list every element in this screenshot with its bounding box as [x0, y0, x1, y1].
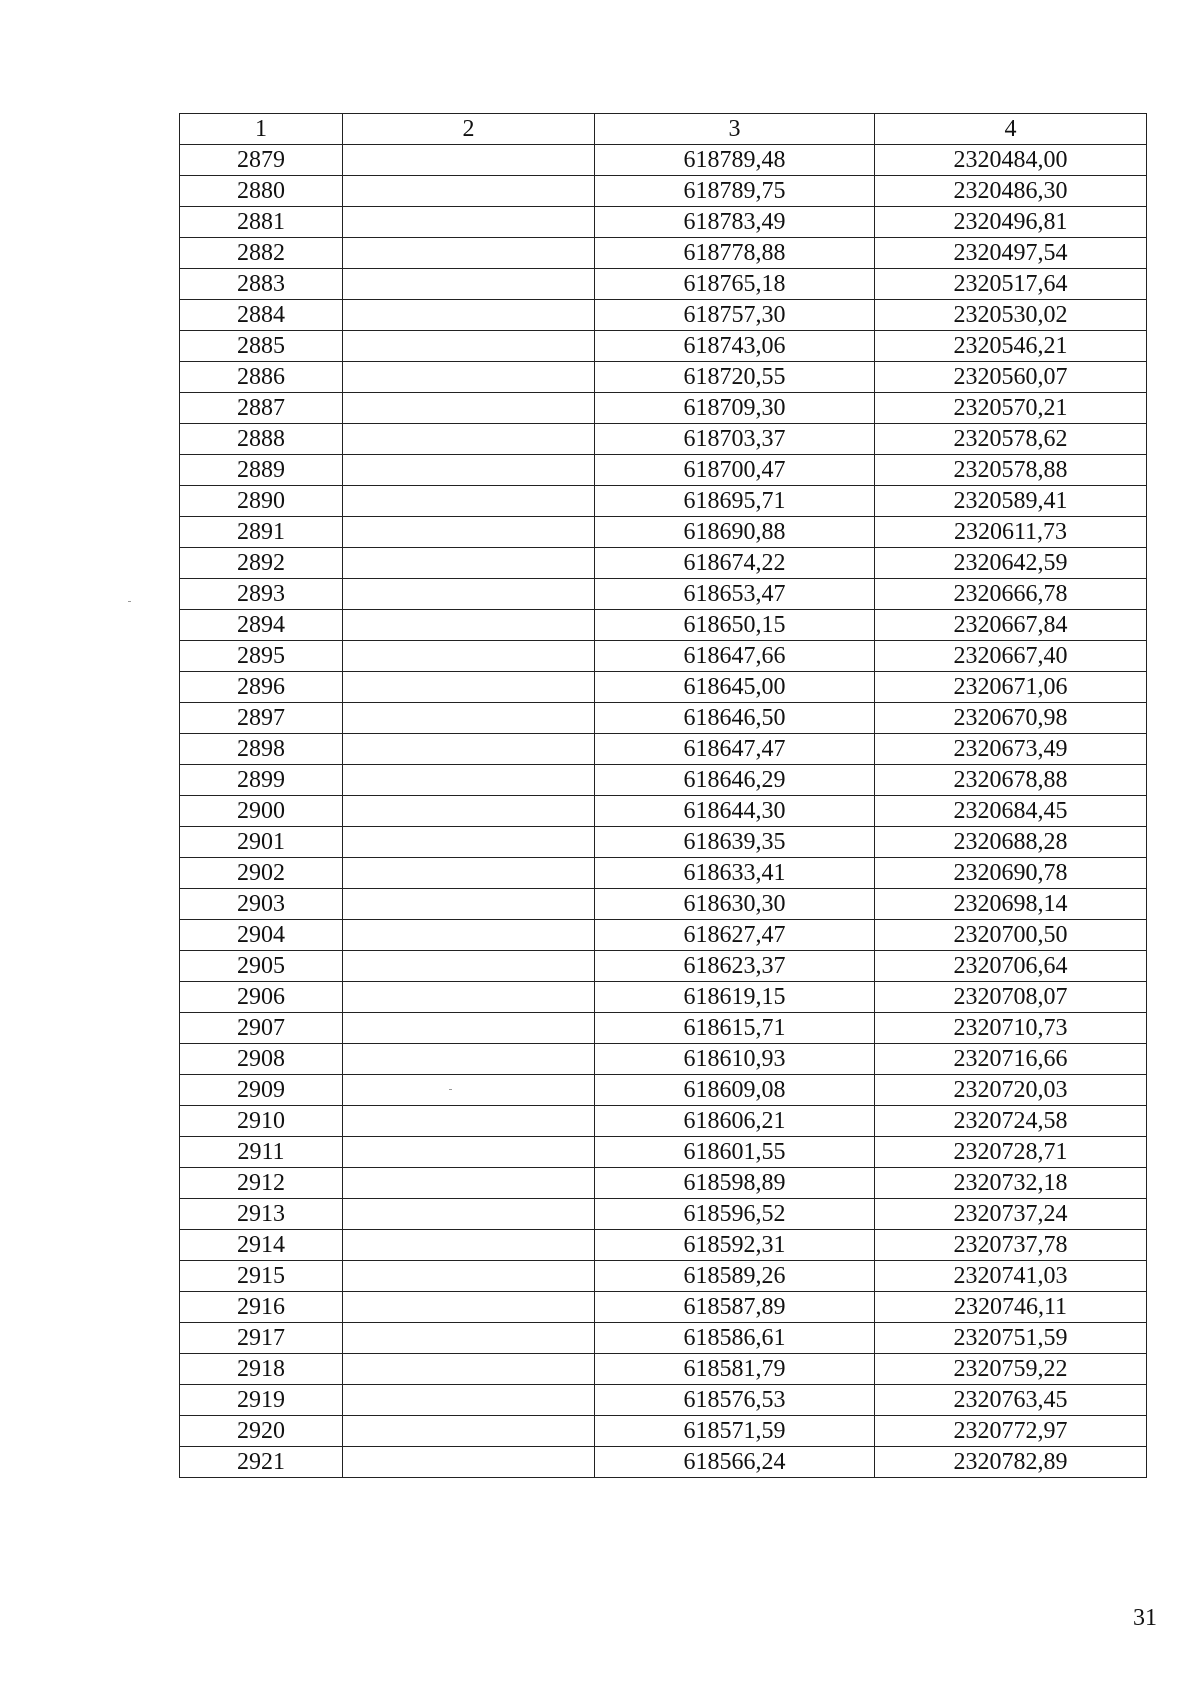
table-row — [180, 1385, 1147, 1416]
x-coordinate-cell: 618703,37 — [595, 424, 875, 455]
table-body — [180, 145, 1147, 1478]
table-row — [180, 393, 1147, 424]
table-row — [180, 362, 1147, 393]
column-header: 4 — [875, 114, 1147, 145]
description-cell — [343, 1013, 595, 1044]
y-coordinate-cell: 2320708,07 — [875, 982, 1147, 1013]
y-coordinate-cell: 2320688,28 — [875, 827, 1147, 858]
description-cell — [343, 579, 595, 610]
table-row — [180, 1354, 1147, 1385]
x-coordinate-cell: 618783,49 — [595, 207, 875, 238]
description-cell — [343, 145, 595, 176]
table-row — [180, 889, 1147, 920]
x-coordinate-cell: 618644,30 — [595, 796, 875, 827]
point-number-cell: 2886 — [180, 362, 343, 393]
x-coordinate-cell: 618589,26 — [595, 1261, 875, 1292]
y-coordinate-cell: 2320759,22 — [875, 1354, 1147, 1385]
x-coordinate-cell: 618778,88 — [595, 238, 875, 269]
description-cell — [343, 331, 595, 362]
y-coordinate-cell: 2320746,11 — [875, 1292, 1147, 1323]
x-coordinate-cell: 618623,37 — [595, 951, 875, 982]
x-coordinate-cell: 618646,29 — [595, 765, 875, 796]
point-number-cell: 2915 — [180, 1261, 343, 1292]
point-number-cell: 2920 — [180, 1416, 343, 1447]
point-number-cell: 2905 — [180, 951, 343, 982]
y-coordinate-cell: 2320716,66 — [875, 1044, 1147, 1075]
x-coordinate-cell: 618647,47 — [595, 734, 875, 765]
table-row — [180, 1261, 1147, 1292]
x-coordinate-cell: 618598,89 — [595, 1168, 875, 1199]
y-coordinate-cell: 2320782,89 — [875, 1447, 1147, 1478]
x-coordinate-cell: 618630,30 — [595, 889, 875, 920]
table-row — [180, 1013, 1147, 1044]
table-row — [180, 610, 1147, 641]
table-row — [180, 517, 1147, 548]
y-coordinate-cell: 2320589,41 — [875, 486, 1147, 517]
description-cell — [343, 517, 595, 548]
y-coordinate-cell: 2320720,03 — [875, 1075, 1147, 1106]
point-number-cell: 2887 — [180, 393, 343, 424]
table-row — [180, 579, 1147, 610]
point-number-cell: 2894 — [180, 610, 343, 641]
point-number-cell: 2898 — [180, 734, 343, 765]
y-coordinate-cell: 2320517,64 — [875, 269, 1147, 300]
point-number-cell: 2908 — [180, 1044, 343, 1075]
point-number-cell: 2885 — [180, 331, 343, 362]
description-cell — [343, 827, 595, 858]
x-coordinate-cell: 618765,18 — [595, 269, 875, 300]
table-row — [180, 486, 1147, 517]
table-row — [180, 703, 1147, 734]
x-coordinate-cell: 618596,52 — [595, 1199, 875, 1230]
y-coordinate-cell: 2320611,73 — [875, 517, 1147, 548]
x-coordinate-cell: 618647,66 — [595, 641, 875, 672]
x-coordinate-cell: 618650,15 — [595, 610, 875, 641]
y-coordinate-cell: 2320673,49 — [875, 734, 1147, 765]
description-cell — [343, 889, 595, 920]
column-header: 2 — [343, 114, 595, 145]
x-coordinate-cell: 618576,53 — [595, 1385, 875, 1416]
description-cell — [343, 982, 595, 1013]
x-coordinate-cell: 618789,75 — [595, 176, 875, 207]
point-number-cell: 2899 — [180, 765, 343, 796]
y-coordinate-cell: 2320578,62 — [875, 424, 1147, 455]
point-number-cell: 2919 — [180, 1385, 343, 1416]
point-number-cell: 2893 — [180, 579, 343, 610]
point-number-cell: 2896 — [180, 672, 343, 703]
y-coordinate-cell: 2320741,03 — [875, 1261, 1147, 1292]
description-cell — [343, 1447, 595, 1478]
description-cell — [343, 207, 595, 238]
description-cell — [343, 703, 595, 734]
y-coordinate-cell: 2320690,78 — [875, 858, 1147, 889]
y-coordinate-cell: 2320737,78 — [875, 1230, 1147, 1261]
column-header: 1 — [180, 114, 343, 145]
table-row — [180, 145, 1147, 176]
x-coordinate-cell: 618586,61 — [595, 1323, 875, 1354]
table-row — [180, 827, 1147, 858]
description-cell — [343, 765, 595, 796]
y-coordinate-cell: 2320642,59 — [875, 548, 1147, 579]
x-coordinate-cell: 618601,55 — [595, 1137, 875, 1168]
point-number-cell: 2902 — [180, 858, 343, 889]
y-coordinate-cell: 2320710,73 — [875, 1013, 1147, 1044]
point-number-cell: 2914 — [180, 1230, 343, 1261]
y-coordinate-cell: 2320570,21 — [875, 393, 1147, 424]
description-cell — [343, 1385, 595, 1416]
table-row — [180, 455, 1147, 486]
point-number-cell: 2909 — [180, 1075, 343, 1106]
y-coordinate-cell: 2320671,06 — [875, 672, 1147, 703]
y-coordinate-cell: 2320497,54 — [875, 238, 1147, 269]
point-number-cell: 2880 — [180, 176, 343, 207]
description-cell — [343, 920, 595, 951]
x-coordinate-cell: 618743,06 — [595, 331, 875, 362]
table-row — [180, 951, 1147, 982]
point-number-cell: 2881 — [180, 207, 343, 238]
description-cell — [343, 1292, 595, 1323]
table-row — [180, 1323, 1147, 1354]
y-coordinate-cell: 2320706,64 — [875, 951, 1147, 982]
y-coordinate-cell: 2320751,59 — [875, 1323, 1147, 1354]
x-coordinate-cell: 618757,30 — [595, 300, 875, 331]
description-cell — [343, 269, 595, 300]
y-coordinate-cell: 2320546,21 — [875, 331, 1147, 362]
point-number-cell: 2891 — [180, 517, 343, 548]
description-cell — [343, 1354, 595, 1385]
x-coordinate-cell: 618639,35 — [595, 827, 875, 858]
y-coordinate-cell: 2320698,14 — [875, 889, 1147, 920]
x-coordinate-cell: 618609,08 — [595, 1075, 875, 1106]
description-cell — [343, 641, 595, 672]
x-coordinate-cell: 618695,71 — [595, 486, 875, 517]
x-coordinate-cell: 618720,55 — [595, 362, 875, 393]
x-coordinate-cell: 618645,00 — [595, 672, 875, 703]
y-coordinate-cell: 2320763,45 — [875, 1385, 1147, 1416]
y-coordinate-cell: 2320484,00 — [875, 145, 1147, 176]
description-cell — [343, 1168, 595, 1199]
point-number-cell: 2883 — [180, 269, 343, 300]
x-coordinate-cell: 618592,31 — [595, 1230, 875, 1261]
x-coordinate-cell: 618674,22 — [595, 548, 875, 579]
y-coordinate-cell: 2320684,45 — [875, 796, 1147, 827]
description-cell — [343, 424, 595, 455]
y-coordinate-cell: 2320678,88 — [875, 765, 1147, 796]
x-coordinate-cell: 618700,47 — [595, 455, 875, 486]
description-cell — [343, 238, 595, 269]
x-coordinate-cell: 618615,71 — [595, 1013, 875, 1044]
y-coordinate-cell: 2320667,84 — [875, 610, 1147, 641]
table-header-row — [180, 114, 1147, 145]
description-cell — [343, 1137, 595, 1168]
description-cell — [343, 548, 595, 579]
description-cell — [343, 1106, 595, 1137]
point-number-cell: 2895 — [180, 641, 343, 672]
point-number-cell: 2907 — [180, 1013, 343, 1044]
point-number-cell: 2910 — [180, 1106, 343, 1137]
point-number-cell: 2918 — [180, 1354, 343, 1385]
description-cell — [343, 393, 595, 424]
x-coordinate-cell: 618627,47 — [595, 920, 875, 951]
column-header: 3 — [595, 114, 875, 145]
table-row — [180, 1075, 1147, 1106]
point-number-cell: 2889 — [180, 455, 343, 486]
table-row — [180, 331, 1147, 362]
table-row — [180, 672, 1147, 703]
point-number-cell: 2917 — [180, 1323, 343, 1354]
description-cell — [343, 672, 595, 703]
y-coordinate-cell: 2320700,50 — [875, 920, 1147, 951]
table-row — [180, 1168, 1147, 1199]
x-coordinate-cell: 618789,48 — [595, 145, 875, 176]
x-coordinate-cell: 618619,15 — [595, 982, 875, 1013]
description-cell — [343, 455, 595, 486]
description-cell — [343, 796, 595, 827]
table-row — [180, 300, 1147, 331]
point-number-cell: 2890 — [180, 486, 343, 517]
x-coordinate-cell: 618587,89 — [595, 1292, 875, 1323]
table-row — [180, 1199, 1147, 1230]
table-row — [180, 1230, 1147, 1261]
description-cell — [343, 1261, 595, 1292]
y-coordinate-cell: 2320486,30 — [875, 176, 1147, 207]
table-row — [180, 424, 1147, 455]
point-number-cell: 2888 — [180, 424, 343, 455]
point-number-cell: 2903 — [180, 889, 343, 920]
table-row — [180, 1447, 1147, 1478]
x-coordinate-cell: 618709,30 — [595, 393, 875, 424]
description-cell — [343, 610, 595, 641]
description-cell — [343, 1075, 595, 1106]
y-coordinate-cell: 2320496,81 — [875, 207, 1147, 238]
point-number-cell: 2892 — [180, 548, 343, 579]
table-row — [180, 1044, 1147, 1075]
y-coordinate-cell: 2320666,78 — [875, 579, 1147, 610]
description-cell — [343, 734, 595, 765]
x-coordinate-cell: 618690,88 — [595, 517, 875, 548]
x-coordinate-cell: 618610,93 — [595, 1044, 875, 1075]
y-coordinate-cell: 2320772,97 — [875, 1416, 1147, 1447]
table-row — [180, 176, 1147, 207]
table-row — [180, 765, 1147, 796]
table-row — [180, 982, 1147, 1013]
table-row — [180, 920, 1147, 951]
point-number-cell: 2904 — [180, 920, 343, 951]
description-cell — [343, 951, 595, 982]
x-coordinate-cell: 618646,50 — [595, 703, 875, 734]
y-coordinate-cell: 2320578,88 — [875, 455, 1147, 486]
point-number-cell: 2884 — [180, 300, 343, 331]
scan-speck — [128, 601, 131, 602]
table-row — [180, 858, 1147, 889]
y-coordinate-cell: 2320724,58 — [875, 1106, 1147, 1137]
point-number-cell: 2913 — [180, 1199, 343, 1230]
scan-speck — [449, 1089, 452, 1090]
table-row — [180, 269, 1147, 300]
table-row — [180, 238, 1147, 269]
point-number-cell: 2916 — [180, 1292, 343, 1323]
table-row — [180, 1292, 1147, 1323]
x-coordinate-cell: 618566,24 — [595, 1447, 875, 1478]
point-number-cell: 2900 — [180, 796, 343, 827]
description-cell — [343, 1199, 595, 1230]
description-cell — [343, 486, 595, 517]
point-number-cell: 2912 — [180, 1168, 343, 1199]
y-coordinate-cell: 2320667,40 — [875, 641, 1147, 672]
page-number: 31 — [1133, 1605, 1157, 1631]
point-number-cell: 2882 — [180, 238, 343, 269]
x-coordinate-cell: 618581,79 — [595, 1354, 875, 1385]
x-coordinate-cell: 618633,41 — [595, 858, 875, 889]
table-row — [180, 641, 1147, 672]
x-coordinate-cell: 618606,21 — [595, 1106, 875, 1137]
point-number-cell: 2879 — [180, 145, 343, 176]
description-cell — [343, 300, 595, 331]
table-row — [180, 1416, 1147, 1447]
point-number-cell: 2897 — [180, 703, 343, 734]
table-row — [180, 796, 1147, 827]
coordinates-table — [179, 113, 1147, 1478]
y-coordinate-cell: 2320670,98 — [875, 703, 1147, 734]
y-coordinate-cell: 2320560,07 — [875, 362, 1147, 393]
description-cell — [343, 1416, 595, 1447]
description-cell — [343, 362, 595, 393]
table-row — [180, 207, 1147, 238]
point-number-cell: 2911 — [180, 1137, 343, 1168]
point-number-cell: 2906 — [180, 982, 343, 1013]
x-coordinate-cell: 618571,59 — [595, 1416, 875, 1447]
y-coordinate-cell: 2320728,71 — [875, 1137, 1147, 1168]
description-cell — [343, 858, 595, 889]
table-row — [180, 1106, 1147, 1137]
description-cell — [343, 1230, 595, 1261]
point-number-cell: 2921 — [180, 1447, 343, 1478]
y-coordinate-cell: 2320737,24 — [875, 1199, 1147, 1230]
table-row — [180, 1137, 1147, 1168]
description-cell — [343, 176, 595, 207]
x-coordinate-cell: 618653,47 — [595, 579, 875, 610]
y-coordinate-cell: 2320530,02 — [875, 300, 1147, 331]
y-coordinate-cell: 2320732,18 — [875, 1168, 1147, 1199]
table-row — [180, 734, 1147, 765]
description-cell — [343, 1044, 595, 1075]
point-number-cell: 2901 — [180, 827, 343, 858]
table-row — [180, 548, 1147, 579]
description-cell — [343, 1323, 595, 1354]
